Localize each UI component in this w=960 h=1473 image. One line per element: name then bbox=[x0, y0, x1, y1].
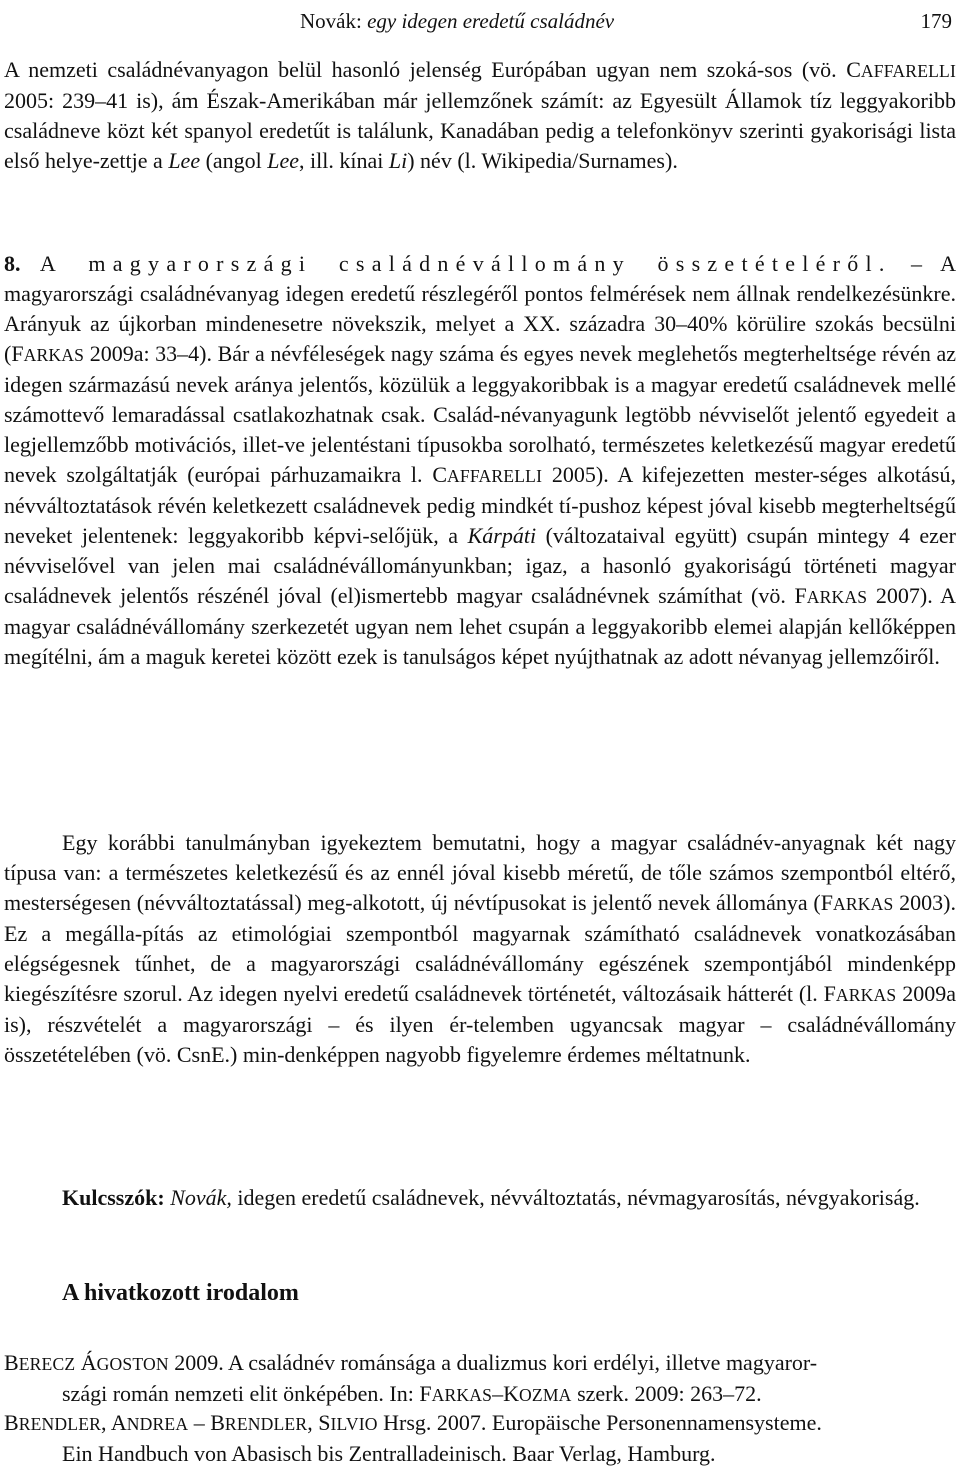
header-author: Novák: bbox=[300, 9, 362, 33]
italic-name: Lee bbox=[168, 148, 201, 173]
keywords-label: Kulcsszók: bbox=[62, 1185, 165, 1210]
text: A magyarországi családnévanyag idegen eredetű részlegéről pontos felmérések nem állnak rendelkezésünkre. Arányuk az újkorban mindenesetre növekszik, melyet a XX. századra 30–40% körülire szokás becsülni ( bbox=[4, 251, 957, 366]
italic-name: Li bbox=[388, 148, 408, 173]
text: (angol bbox=[200, 148, 268, 173]
references-heading: A hivatkozott irodalom bbox=[62, 1280, 299, 1306]
reference-continuation: Ein Handbuch von Abasisch bis Zentralladeinisch. Baar Verlag, Hamburg. bbox=[62, 1441, 716, 1466]
text: F bbox=[820, 890, 833, 915]
text: – bbox=[188, 1410, 211, 1435]
small-caps-name: ARKAS bbox=[832, 894, 894, 914]
small-caps-name: RENDLER bbox=[224, 1414, 308, 1434]
text: , A bbox=[101, 1410, 127, 1435]
paragraph-3 bbox=[4, 828, 956, 1070]
text: F bbox=[11, 341, 24, 366]
text: 2009a is), részvételét a magyarországi – és ilyen ér-telemben ugyancsak magyar – családnévállomány összetételében (vö. CsnE.) min-denképpen nagyobb figyelemre érdemes méltatnunk. bbox=[4, 981, 956, 1067]
text: F bbox=[794, 583, 807, 608]
text: B bbox=[4, 1350, 19, 1375]
small-caps-name: AFFARELLI bbox=[860, 61, 956, 81]
small-caps-name: AFFARELLI bbox=[447, 466, 543, 486]
small-caps-name: RENDLER bbox=[18, 1414, 102, 1434]
keyword-name: Novák, bbox=[170, 1185, 232, 1210]
text: 2005: 239–41 is), ám Észak-Amerikában már jellemzőnek számít: az Egyesült Államok tíz leggyakoribb családneve közt két spanyol eredetűt is találunk, Kanadában pedig a telefonkönyv szerinti gyakorisági lista első helye-zettje a bbox=[4, 88, 956, 173]
text: (változataival együtt) csupán mintegy 4 ezer névviselővel van jelen mai családnévállományunkban; igaz, a hasonló gyakoriságú történeti magyar családnevek jelentős részénél jóval (el)ismertebb magyar családnévnek számíthat (vö. bbox=[4, 523, 956, 608]
text: F bbox=[419, 1381, 432, 1406]
small-caps-name: ARKAS bbox=[835, 985, 897, 1005]
text: szerk. 2009: 263–72. bbox=[571, 1381, 762, 1406]
small-caps-name: ARKAS bbox=[806, 587, 868, 607]
paragraph-1 bbox=[4, 55, 956, 176]
text: F bbox=[823, 981, 836, 1006]
section-number: 8. bbox=[4, 251, 21, 276]
text: Hrsg. 2007. Europäische Personennamensysteme. bbox=[377, 1410, 822, 1435]
text: K bbox=[503, 1381, 520, 1406]
small-caps-name: ILVIO bbox=[330, 1414, 378, 1434]
text: C bbox=[846, 57, 861, 82]
text: A nemzeti családnévanyagon belül hasonló jelenség Európában ugyan nem szoká-sos (vö. bbox=[4, 57, 847, 82]
small-caps-name: NDREA bbox=[126, 1414, 189, 1434]
running-header bbox=[0, 4, 960, 38]
text: 2003). Ez a megálla-pítás az etimológiai szempontból magyarnak számítható családnevek vonatkozásában elégségesnek tűnhet, de a magyarországi családnévállomány egészének szempontjából mindenképp kiegészítésre szorul. Az idegen nyelvi eredetű családnevek történetét, változásaik hátterét (l. bbox=[4, 890, 957, 1006]
header-title bbox=[300, 4, 614, 38]
keywords-list: idegen eredetű családnevek, névváltoztatás, névmagyarosítás, névgyakoriság. bbox=[231, 1185, 920, 1210]
text: szági román nemzeti elit önképében. In: bbox=[62, 1381, 420, 1406]
text: , S bbox=[307, 1410, 331, 1435]
text: 2007). A magyar családnévállomány szerkezetét ugyan nem lehet csupán a leggyakoribb elemei alapján kellőképpen megítélni, ám a maguk keretei között ezek is tanulságos képet nyújthatnak az adott névanyag jellemzőiről. bbox=[4, 583, 956, 669]
reference-item bbox=[4, 1348, 956, 1410]
reference-continuation bbox=[4, 1379, 956, 1410]
text: , ill. kínai bbox=[299, 148, 389, 173]
header-title-italic: egy idegen eredetű családnév bbox=[367, 9, 615, 33]
text: Á bbox=[75, 1350, 97, 1375]
section-title: A magyarországi családnévállomány összetételéről. bbox=[39, 251, 892, 276]
text: – bbox=[492, 1381, 504, 1406]
small-caps-name: GOSTON bbox=[96, 1354, 169, 1374]
section-8-paragraph bbox=[4, 249, 956, 672]
keywords bbox=[4, 1183, 956, 1213]
small-caps-name: ERECZ bbox=[18, 1354, 76, 1374]
text: ) név (l. Wikipedia/Surnames). bbox=[407, 148, 678, 173]
small-caps-name: ARKAS bbox=[431, 1385, 493, 1405]
text: Egy korábbi tanulmányban igyekeztem bemutatni, hogy a magyar családnév-anyagnak két nagy típusa van: a természetes keletkezésű és az ennél jóval kisebb méretű, de tőle számos szempontból eltérő, mesterségesen (névváltoztatással) meg-alkotott, új névtípusokat is jelentő nevek állománya ( bbox=[4, 830, 956, 915]
small-caps-name: OZMA bbox=[519, 1385, 572, 1405]
text: B bbox=[4, 1410, 19, 1435]
page-number: 179 bbox=[920, 9, 952, 33]
text: 2009. A családnév románsága a dualizmus kori erdélyi, illetve magyaror- bbox=[168, 1350, 818, 1375]
text: 2005). A kifejezetten mester-séges alkotású, névváltoztatások révén keletkezett családnevek pedig mindkét tí-pushoz képest jóval kisebb megterheltségű neveket jelentenek: leggyakoribb képvi-selőjük, a bbox=[4, 462, 956, 548]
text: B bbox=[210, 1410, 225, 1435]
text: C bbox=[432, 462, 448, 487]
italic-name: Lee bbox=[267, 148, 300, 173]
small-caps-name: ARKAS bbox=[23, 345, 85, 365]
text: – bbox=[891, 251, 922, 276]
text: 2009a: 33–4). Bár a névféleségek nagy száma és egyes nevek meglehetős megterheltsége révén az idegen származású nevek aránya jelentős, közülük a leggyakoribbak is a magyar eredetű családnevek mellé számottevő lemaradással csatlakozhatnak csak. Család-névanyagunk legtöbb névviselőt jelentő egyedeit a legjellemzőbb motivációs, illet-ve jelentéstani típusokba sorolható, természetes keletkezésű magyar eredetű nevek szolgáltatják (európai párhuzamaikra l. bbox=[4, 341, 956, 487]
reference-item bbox=[4, 1408, 956, 1469]
italic-name: Kárpáti bbox=[467, 523, 537, 548]
